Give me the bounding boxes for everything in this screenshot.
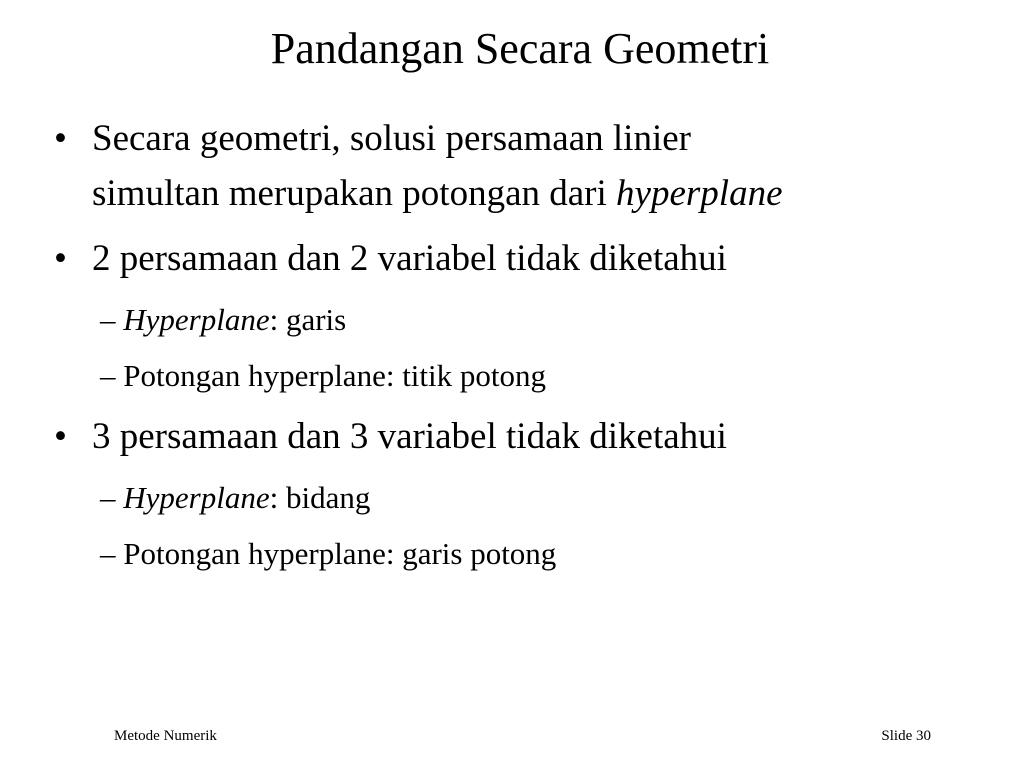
bullet-marker: • (54, 416, 67, 457)
bullet-1 (54, 116, 691, 162)
sub-text: – Potongan hyperplane: titik potong (100, 358, 547, 393)
sub-text: – Potongan hyperplane: garis potong (100, 536, 557, 571)
sub-dash: – (100, 302, 124, 337)
footer-course-name: Metode Numerik (114, 728, 217, 744)
bullet-2 (54, 236, 727, 282)
sub-italic-term: Hyperplane (123, 302, 270, 337)
sub-rest: : bidang (269, 480, 371, 515)
bullet-1-line-1: Secara geometri, solusi persamaan linier (92, 118, 691, 159)
bullet-1-italic-term: hyperplane (616, 173, 783, 214)
bullet-marker: • (54, 118, 67, 159)
bullet-1-line-2: simultan merupakan potongan dari (92, 173, 617, 214)
bullet-1-continuation (92, 171, 783, 217)
bullet-3-sub-1 (100, 479, 370, 517)
sub-dash: – (100, 480, 124, 515)
bullet-3-text: 3 persamaan dan 3 variabel tidak diketahui (92, 416, 727, 457)
bullet-marker: • (54, 238, 67, 279)
bullet-3-sub-2 (100, 535, 556, 573)
slide-title: Pandangan Secara Geometri (270, 24, 770, 73)
sub-rest: : garis (269, 302, 347, 337)
sub-italic-term: Hyperplane (123, 480, 270, 515)
bullet-3 (54, 414, 727, 460)
bullet-2-text: 2 persamaan dan 2 variabel tidak diketahui (92, 238, 727, 279)
footer-slide-number: Slide 30 (881, 728, 931, 744)
bullet-2-sub-1 (100, 301, 346, 339)
bullet-2-sub-2 (100, 357, 546, 395)
